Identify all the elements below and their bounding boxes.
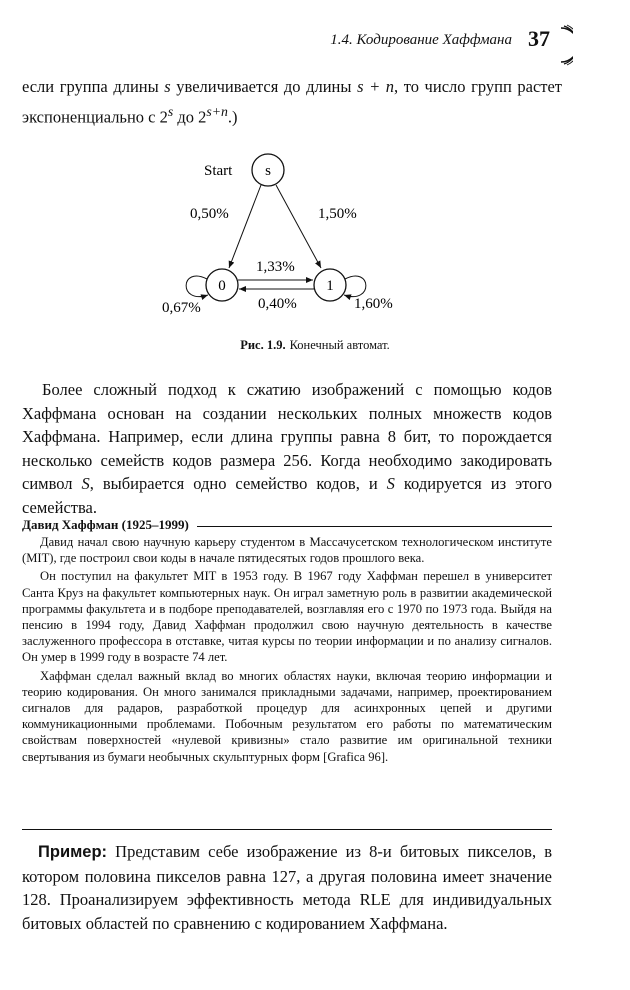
edge-label-s-0: 0,50% [190, 206, 229, 222]
start-label: Start [204, 163, 233, 179]
edge-label-1-0: 0,40% [258, 296, 297, 312]
intro-text: если группа длины [22, 77, 165, 96]
edge-s-to-0 [229, 185, 261, 268]
loop-label-0: 0,67% [162, 300, 201, 316]
loop-1 [344, 276, 366, 297]
math-var: s [164, 77, 171, 96]
state-1-label: 1 [326, 278, 334, 294]
edge-s-to-1 [276, 185, 321, 268]
edge-label-s-1: 1,50% [318, 206, 357, 222]
state-s-label: s [265, 163, 271, 179]
main-paragraph [22, 378, 552, 519]
page-number: 37 [528, 26, 550, 51]
bio-paragraph: Хаффман сделал важный вклад во многих областях науки, включая теорию информации и теорию кодирования. Он много занимался прикладными задачами, например, проектированием сигналов для радаров, разработкой процедур для асинхронных цепей и другими коммуникационными проблемами. Побочным результатом его работы по математическим свойствам поверхностей «нулевой кривизны» стало развитие им оригинальной техники свертывания из бумаги необычных скульптурных форм [Grafica 96]. [22, 668, 552, 764]
bio-paragraph: Он поступил на факультет MIT в 1953 году. В 1967 году Хаффман перешел в университет Санта Круз на факультет компьютерных наук. Он играл заметную роль в развитии академической программы факультета и в подборе преподавателей, возглавляя его с 1970 по 1973 года. Выйдя на пенсию в 1994 году, Давид Хаффман продолжил свою научную деятельность в качестве заслуженного профессора в отставке, читая курсы по теории информации и по анализу сигналов. Он умер в 1999 году в возрасте 74 лет. [22, 569, 552, 665]
finite-automaton-diagram [150, 140, 430, 330]
caption-text: Конечный автомат. [289, 338, 390, 352]
math-exponent: s [167, 104, 174, 119]
loop-0 [186, 276, 208, 297]
math-var: S [81, 474, 90, 493]
biography-box [22, 516, 552, 765]
main-text: Более сложный подход к сжатию изображений с помощью кодов Хаффмана основан на создании нескольких полных множеств кодов Хаффмана. Например, если длина группы равна 8 бит, то порождается несколько семейств кодов размера 256. Когда необходимо закодировать символ [22, 380, 552, 493]
example-text: Представим себе изображение из 8-и битовых пикселов, в котором половина пикселов равна 127, а другая половина имеет значение 128. Проанализируем эффективность метода RLE для индивидуальных битовых областей по сравнению с кодированием Хаффмана. [22, 842, 552, 933]
edge-label-0-1: 1,33% [256, 259, 295, 275]
math-exponent: s+n [206, 104, 228, 119]
intro-text: увеличивается до длины [170, 77, 358, 96]
math-expr: s + n [357, 77, 395, 96]
example-paragraph [22, 840, 552, 935]
intro-text: .) [227, 107, 238, 127]
math-base: 2 [159, 107, 168, 127]
main-text: , выбирается одно семейство кодов, и [89, 474, 387, 493]
math-var: S [386, 474, 395, 493]
math-base: 2 [198, 107, 207, 127]
intro-text: до [173, 107, 199, 127]
bio-paragraph: Давид начал свою научную карьеру студентом в Массачусетском технологическом институте (MIT), где построил свои коды в начале пятидесятых годов прошлого века. [22, 535, 552, 566]
section-title: 1.4. Кодирование Хаффмана [330, 32, 512, 48]
bio-bottom-rule [22, 829, 552, 830]
intro-text: , то число групп растет экспоненциально с [22, 77, 563, 127]
state-0-label: 0 [218, 278, 226, 294]
page-header [0, 24, 630, 64]
figure-caption [0, 338, 630, 353]
main-text: кодируется из этого семейства. [22, 474, 553, 517]
loop-label-1: 1,60% [354, 296, 393, 312]
intro-paragraph [22, 74, 562, 130]
bio-heading [22, 516, 552, 534]
bio-heading-rule [197, 526, 552, 527]
bio-heading-text: Давид Хаффман (1925–1999) [22, 517, 189, 532]
example-label: Пример: [38, 843, 108, 861]
caption-label: Рис. 1.9. [240, 338, 286, 352]
